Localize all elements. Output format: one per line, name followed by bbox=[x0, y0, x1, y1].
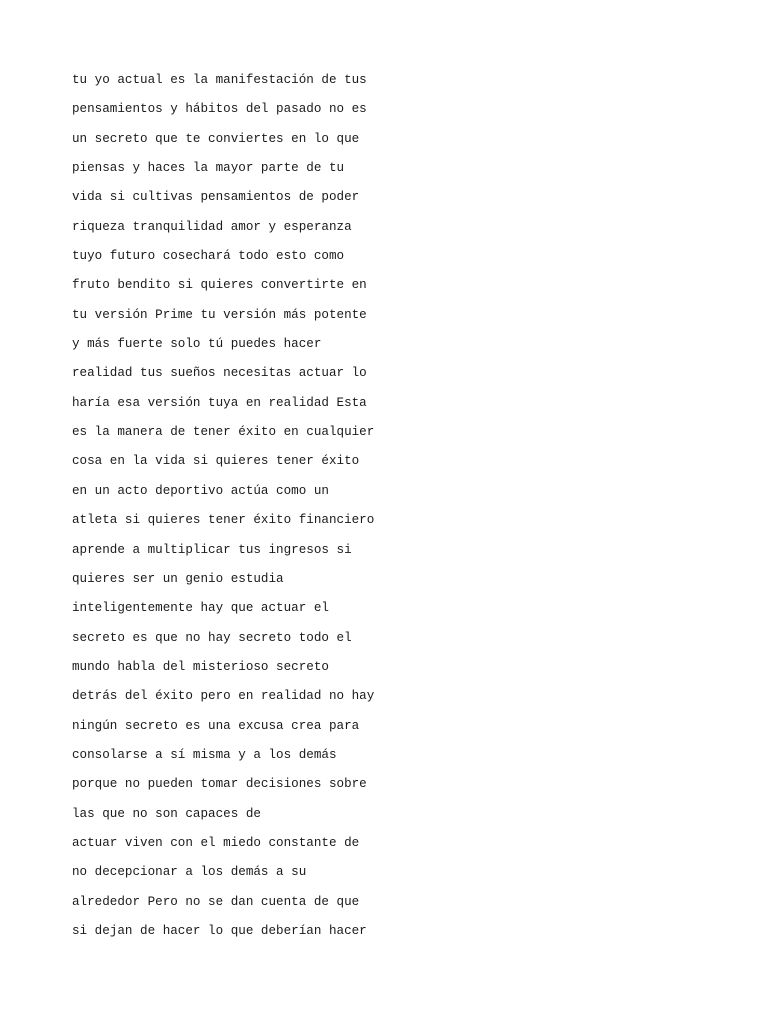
text-line: atleta si quieres tener éxito financiero bbox=[72, 513, 375, 528]
text-line: aprende a multiplicar tus ingresos si bbox=[72, 542, 352, 557]
text-line: pensamientos y hábitos del pasado no es bbox=[72, 102, 367, 117]
text-line: secreto es que no hay secreto todo el bbox=[72, 630, 352, 645]
text-line: las que no son capaces de bbox=[72, 806, 261, 821]
text-line: fruto bendito si quieres convertirte en bbox=[72, 278, 367, 293]
text-line: y más fuerte solo tú puedes hacer bbox=[72, 337, 322, 352]
text-line: ningún secreto es una excusa crea para bbox=[72, 718, 360, 733]
text-line: vida si cultivas pensamientos de poder bbox=[72, 190, 360, 205]
text-line: detrás del éxito pero en realidad no hay bbox=[72, 689, 375, 704]
text-line: cosa en la vida si quieres tener éxito bbox=[72, 454, 360, 469]
text-line: realidad tus sueños necesitas actuar lo bbox=[72, 366, 367, 381]
text-line: tu yo actual es la manifestación de tus bbox=[72, 73, 367, 87]
text-line: un secreto que te conviertes en lo que bbox=[72, 131, 360, 146]
text-line: si dejan de hacer lo que deberían hacer bbox=[72, 923, 367, 938]
text-line: porque no pueden tomar decisiones sobre bbox=[72, 777, 367, 792]
text-line: haría esa versión tuya en realidad Esta bbox=[72, 395, 367, 410]
text-line: inteligentemente hay que actuar el bbox=[72, 601, 329, 616]
body-text bbox=[72, 70, 712, 950]
text-line: actuar viven con el miedo constante de bbox=[72, 835, 360, 850]
text-line: riqueza tranquilidad amor y esperanza bbox=[72, 219, 352, 234]
text-line: tuyo futuro cosechará todo esto como bbox=[72, 249, 345, 264]
text-line: consolarse a sí misma y a los demás bbox=[72, 747, 337, 762]
text-line: es la manera de tener éxito en cualquier bbox=[72, 425, 375, 440]
text-line: no decepcionar a los demás a su bbox=[72, 865, 307, 880]
text-line: quieres ser un genio estudia bbox=[72, 571, 284, 586]
text-line: tu versión Prime tu versión más potente bbox=[72, 307, 367, 322]
text-line: mundo habla del misterioso secreto bbox=[72, 659, 329, 674]
text-line: alrededor Pero no se dan cuenta de que bbox=[72, 894, 360, 909]
text-line: piensas y haces la mayor parte de tu bbox=[72, 161, 345, 176]
text-line: en un acto deportivo actúa como un bbox=[72, 483, 329, 498]
